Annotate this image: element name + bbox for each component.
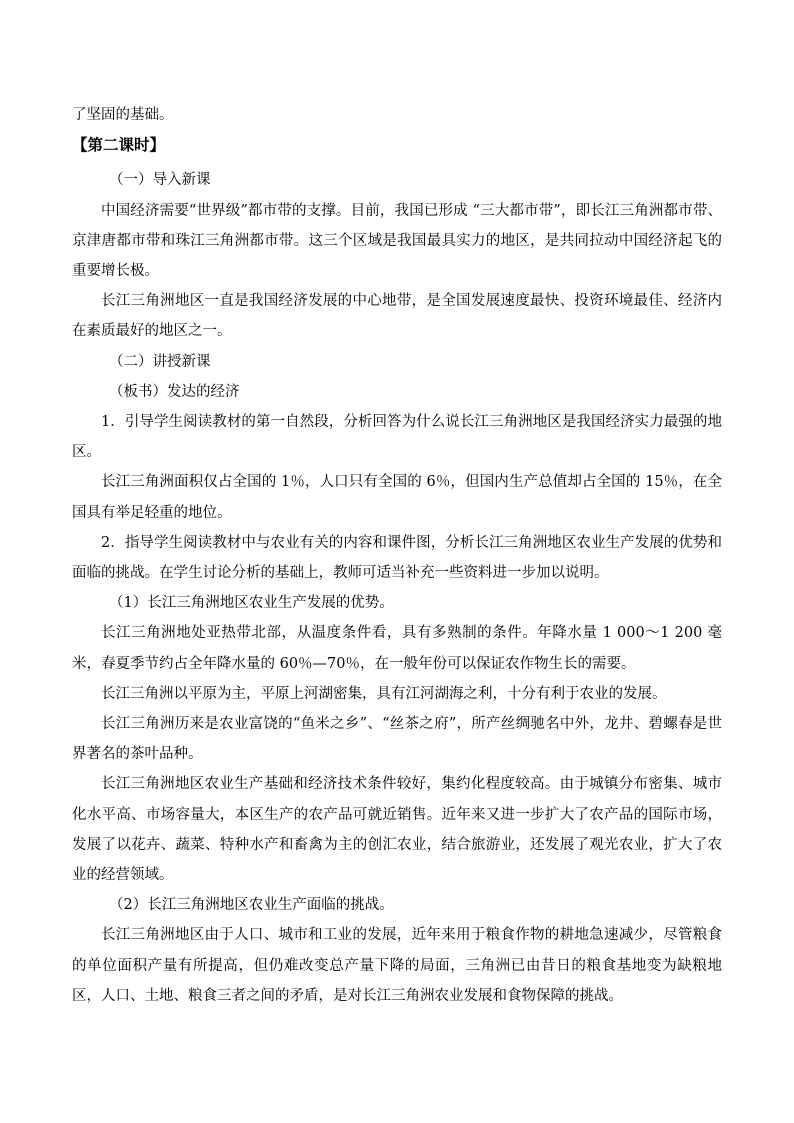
sub1-paragraph-4: 长江三角洲地区农业生产基础和经济技术条件较好，集约化程度较高。由于城镇分布密集、城市化水平高、市场容量大，本区生产的农产品可就近销售。近年来又进一步扩大了农产品的国际市场，发展了以花卉、蔬菜、特种水产和畜禽为主的创汇农业，结合旅游业，还发展了观光农业，扩大了农业的经营领域。: [72, 776, 722, 884]
lesson-heading: 【第二课时】: [72, 136, 166, 155]
section1-paragraph-1: 中国经济需要“世界级”都市带的支撑。目前，我国已形成 “三大都市带”，即长江三角洲都市带、京津唐都市带和珠江三角洲都市带。这三个区域是我国最具实力的地区，是共同拉动中国经济起飞的重要增长极。: [72, 202, 722, 280]
sub2-paragraph-1: 长江三角洲地区由于人口、城市和工业的发展，近年来用于粮食作物的耕地急速减少，尽管粮食的单位面积产量有所提高，但仍难改变总产量下降的局面，三角洲已由昔日的粮食基地变为缺粮地区，人口、土地、粮食三者之间的矛盾，是对长江三角洲农业发展和食物保障的挑战。: [72, 927, 722, 1004]
section1-paragraph-2: 长江三角洲地区一直是我国经济发展的中心地带，是全国发展速度最快、投资环境最佳、经济内在素质最好的地区之一。: [72, 293, 722, 340]
point1-answer-paragraph: 长江三角洲面积仅占全国的 1％，人口只有全国的 6％，但国内生产总值却占全国的 15％，在全国具有举足轻重的地位。: [72, 474, 722, 521]
sub1-paragraph-2: 长江三角洲以平原为主，平原上河湖密集，具有江河湖海之利，十分有利于农业的发展。: [101, 685, 667, 702]
board-heading: （板书）发达的经济: [109, 383, 240, 400]
sub2-heading: （2）长江三角洲地区农业生产面临的挑战。: [109, 897, 394, 914]
sub1-paragraph-1: 长江三角洲地处亚热带北部，从温度条件看，具有多熟制的条件。年降水量 1 000～1 200 毫米，春夏季节约占全年降水量的 60％—70％，在一般年份可以保证农作物生长的需要。: [72, 625, 722, 672]
continuation-text: 了坚固的基础。: [72, 107, 174, 123]
section2-heading: （二）讲授新课: [109, 353, 211, 370]
sub1-paragraph-3: 长江三角洲历来是农业富饶的“鱼米之乡”、“丝茶之府”，所产丝绸驰名中外，龙井、碧螺春是世界著名的茶叶品种。: [72, 716, 722, 763]
point2-paragraph: 2．指导学生阅读教材中与农业有关的内容和课件图，分析长江三角洲地区农业生产发展的优势和面临的挑战。在学生讨论分析的基础上，教师可适当补充一些资料进一步加以说明。: [72, 534, 722, 582]
point1-paragraph: 1．引导学生阅读教材的第一自然段，分析回答为什么说长江三角洲地区是我国经济实力最强的地区。: [72, 414, 722, 461]
sub1-heading: （1）长江三角洲地区农业生产发展的优势。: [109, 595, 394, 612]
document-page: [72, 100, 722, 1011]
section1-heading: （一）导入新课: [109, 172, 211, 189]
